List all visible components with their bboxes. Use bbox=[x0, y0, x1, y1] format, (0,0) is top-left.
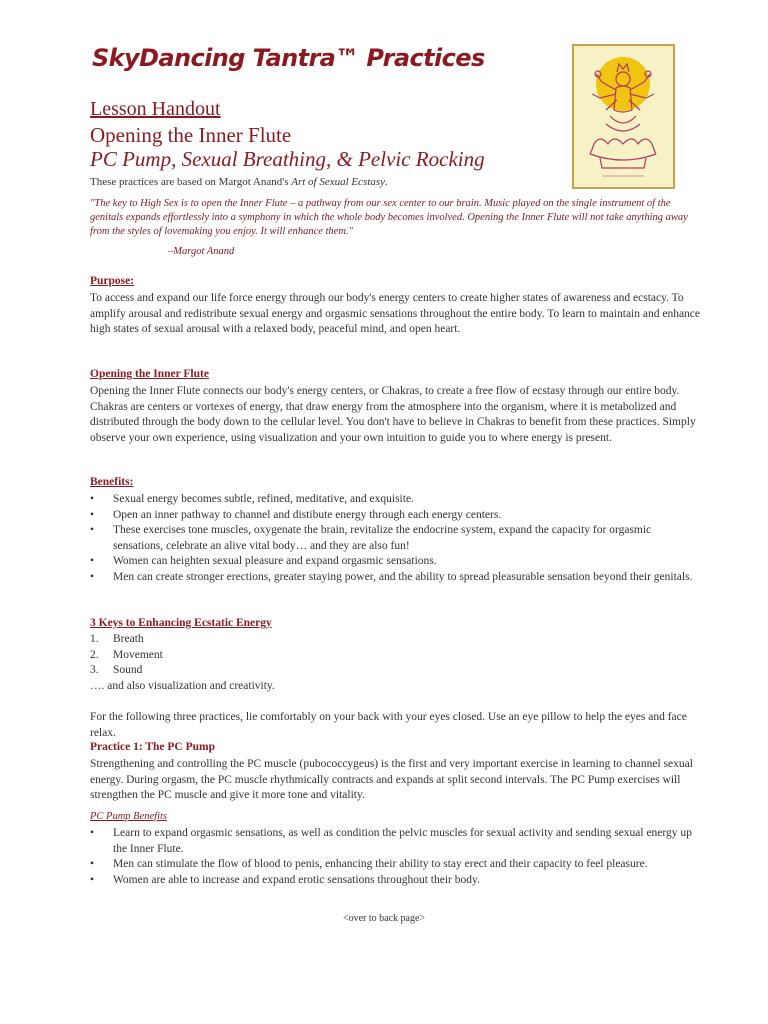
pc-benefit-text: Women are able to increase and expand erotic sensations throughout their body. bbox=[113, 873, 480, 886]
benefit-text: Men can create stronger erections, greater staying power, and the ability to spread pleasurable sensation beyond their genitals. bbox=[113, 570, 693, 583]
based-on-prefix: These practices are based on Margot Anand's bbox=[90, 176, 292, 188]
list-item bbox=[90, 857, 702, 873]
bullet-icon: • bbox=[90, 873, 95, 886]
key-number: 3. bbox=[90, 664, 99, 676]
list-item bbox=[90, 554, 702, 570]
practice1-heading: Practice 1: The PC Pump bbox=[90, 741, 215, 753]
keys-list bbox=[90, 632, 163, 679]
benefit-text: Open an inner pathway to channel and distibute energy through each energy centers. bbox=[113, 508, 502, 521]
subtitle-practices: PC Pump, Sexual Breathing, & Pelvic Rocking bbox=[90, 147, 485, 171]
pc-benefits-list bbox=[90, 826, 702, 888]
lesson-handout-heading: Lesson Handout bbox=[90, 98, 221, 120]
bullet-icon: • bbox=[90, 827, 95, 839]
list-item bbox=[90, 663, 163, 679]
key-label: Movement bbox=[113, 648, 163, 661]
benefit-text: Women can heighten sexual pleasure and expand orgasmic sensations. bbox=[113, 555, 437, 567]
list-item bbox=[90, 492, 702, 508]
anand-quote: "The key to High Sex is to open the Inner Flute – a pathway from our sex center to our brain. Music played on the single instrument of the genitals expands effortlessly into a symphony in which the whole body becomes involved. Opening the Inner Flute will not take anything away from the styles of lovemaking you enjoy. It will enhance them." bbox=[90, 198, 688, 237]
purpose-heading: Purpose: bbox=[90, 275, 135, 287]
bullet-icon: • bbox=[90, 524, 95, 536]
over-to-back-page: <over to back page> bbox=[342, 913, 426, 924]
key-number: 1. bbox=[90, 633, 99, 645]
based-on-suffix: . bbox=[385, 176, 388, 188]
practice-intro: For the following three practices, lie comfortably on your back with your eyes closed. Use an eye pillow to help the eyes and face relax. bbox=[90, 711, 687, 739]
keys-heading: 3 Keys to Enhancing Ecstatic Energy bbox=[90, 617, 272, 629]
bullet-icon: • bbox=[90, 493, 95, 505]
key-label: Sound bbox=[113, 664, 143, 676]
bullet-icon: • bbox=[90, 570, 95, 583]
bullet-icon: • bbox=[90, 858, 95, 870]
list-item bbox=[90, 523, 702, 554]
subtitle-inner-flute: Opening the Inner Flute bbox=[90, 123, 292, 147]
based-on-line bbox=[90, 176, 388, 188]
practice1-text: Strengthening and controlling the PC muscle (pubococcygeus) is the first and very important exercise in learning to channel sexual energy. During orgasm, the PC muscle rhythmically contracts and expands at split second intervals. The PC Pump exercises will strengthen the PC muscle and give it more tone and vitality. bbox=[90, 758, 693, 801]
list-item bbox=[90, 632, 163, 648]
list-item bbox=[90, 508, 702, 524]
pc-benefits-heading: PC Pump Benefits bbox=[90, 811, 167, 822]
key-number: 2. bbox=[90, 648, 99, 661]
pc-benefit-text: Learn to expand orgasmic sensations, as well as condition the pelvic muscles for sexual activity and sending sexual energy up the Inner Flute. bbox=[113, 827, 692, 855]
inner-flute-heading: Opening the Inner Flute bbox=[90, 368, 209, 380]
list-item bbox=[90, 570, 702, 586]
keys-tail: …. and also visualization and creativity. bbox=[90, 680, 275, 692]
benefit-text: These exercises tone muscles, oxygenate the brain, revitalize the endocrine system, expand the capacity for orgasmic sensations, celebrate an alive vital body… and they are also fun! bbox=[113, 524, 652, 552]
list-item bbox=[90, 826, 702, 857]
list-item bbox=[90, 648, 163, 664]
book-title: Art of Sexual Ecstasy bbox=[291, 176, 386, 188]
inner-flute-text: Opening the Inner Flute connects our body's energy centers, or Chakras, to create a free flow of ecstasy through our entire body. Chakras are centers or vortexes of energy, that draw energy from the atmosphere into the organism, where it is metabolized and distributed through the body down to the cellular level. You don't have to believe in Chakras to benefit from these practices. Simply observe your own experience, using visualization and your own intuition to guide you to where energy is present. bbox=[90, 385, 696, 444]
benefits-list bbox=[90, 492, 702, 585]
deity-emblem-icon bbox=[572, 44, 675, 189]
purpose-text: To access and expand our life force energy through our body's energy centers to create higher states of awareness and ecstacy. To amplify arousal and redistribute sexual energy and orgasmic sensations throughout the entire body. To learn to maintain and enhance high states of sexual arousal with a relaxed body, peaceful mind, and open heart. bbox=[90, 292, 701, 335]
pc-benefit-text: Men can stimulate the flow of blood to penis, enhancing their ability to stay erect and their capacity to feel pleasure. bbox=[113, 858, 648, 870]
benefit-text: Sexual energy becomes subtle, refined, meditative, and exquisite. bbox=[113, 493, 414, 505]
bullet-icon: • bbox=[90, 555, 95, 567]
main-title: SkyDancing Tantra™ Practices bbox=[92, 44, 485, 72]
quote-author: –Margot Anand bbox=[168, 246, 235, 257]
bullet-icon: • bbox=[90, 508, 95, 521]
benefits-heading: Benefits: bbox=[90, 476, 134, 488]
list-item bbox=[90, 873, 702, 889]
key-label: Breath bbox=[113, 633, 144, 645]
